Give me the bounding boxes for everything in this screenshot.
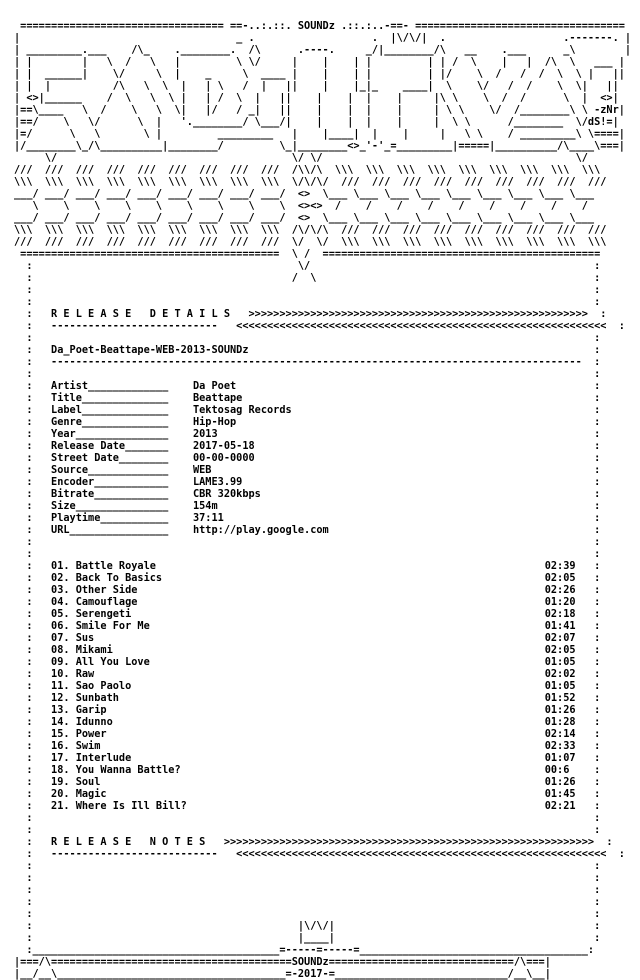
nfo-document	[14, 20, 637, 980]
nfo-line: : 01. Battle Royale 02:39 :	[14, 560, 613, 572]
nfo-line: : Artist_____________ Da Poet :	[14, 380, 613, 392]
nfo-line: : Da_Poet-Beattape-WEB-2013-SOUNDz :	[14, 344, 613, 356]
nfo-line: ================================= ==-..:.::. SOUNDz .::.:..-==- ==================================	[14, 20, 625, 32]
nfo-line: ___/ ___/ ___/ ___/ ___/ ___/ ___/ ___/ ___/ <> \___ \___ \___ \___ \___ \___ \___ \___ \___	[14, 212, 595, 224]
nfo-line: : 16. Swim 02:33 :	[14, 740, 613, 752]
nfo-line: : :	[14, 908, 613, 920]
nfo-line: : 21. Where Is Ill Bill? 02:21 :	[14, 800, 613, 812]
nfo-line: : 10. Raw 02:02 :	[14, 668, 613, 680]
nfo-line: | | ______| \/ \ | _ \ ____ | | | | | |/ \ / / / \ \ | ||	[14, 68, 625, 80]
nfo-line: |__/__\_____________________________________=-2017-=____________________________/__\__|	[14, 968, 551, 980]
nfo-line: : --------------------------- <<<<<<<<<<<<<<<<<<<<<<<<<<<<<<<<<<<<<<<<<<<<<<<<<<<<<<<<<<<< :	[14, 320, 638, 332]
nfo-line: : 03. Other Side 02:26 :	[14, 584, 613, 596]
nfo-line: : 18. You Wanna Battle? 00:6 :	[14, 764, 613, 776]
nfo-line: : :	[14, 812, 613, 824]
nfo-line: : 14. Idunno 01:28 :	[14, 716, 613, 728]
nfo-line: : 06. Smile For Me 01:41 :	[14, 620, 613, 632]
nfo-line: \\\ \\\ \\\ \\\ \\\ \\\ \\\ \\\ \\\ \/\/\/ /// /// /// /// /// /// /// /// ///	[14, 176, 607, 188]
nfo-line: : 05. Serengeti 02:18 :	[14, 608, 613, 620]
nfo-line: : Source_____________ WEB :	[14, 464, 613, 476]
nfo-line: : 09. All You Love 01:05 :	[14, 656, 613, 668]
nfo-line: : Encoder____________ LAME3.99 :	[14, 476, 613, 488]
nfo-line: : :	[14, 860, 613, 872]
nfo-line: : :	[14, 368, 613, 380]
nfo-line: : :	[14, 824, 613, 836]
nfo-line: |=/ \ \ \ | _________ | |____| | | | \ \ / _________\ \====|	[14, 128, 625, 140]
nfo-line: : Release Date_______ 2017-05-18 :	[14, 440, 613, 452]
nfo-line: | <>|______ / \ \ \ | | / \ | || | | | | |\ \ \ / / \ | <>|	[14, 92, 619, 104]
nfo-line: : 19. Soul 01:26 :	[14, 776, 613, 788]
nfo-line: /// /// /// /// /// /// /// /// /// \/ \/ \\\ \\\ \\\ \\\ \\\ \\\ \\\ \\\ \\\	[14, 236, 607, 248]
nfo-line: : 13. Garip 01:26 :	[14, 704, 613, 716]
nfo-line: : -------------------------------------------------------------------------------------- :	[14, 356, 613, 368]
nfo-line: : :	[14, 884, 613, 896]
nfo-line: : |____| :	[14, 932, 613, 944]
nfo-line: : Label______________ Tektosag Records :	[14, 404, 613, 416]
nfo-line: \\\ \\\ \\\ \\\ \\\ \\\ \\\ \\\ \\\ /\/\/\ /// /// /// /// /// /// /// /// ///	[14, 224, 607, 236]
nfo-line: : Playtime___________ 37:11 :	[14, 512, 613, 524]
nfo-line: : --------------------------- <<<<<<<<<<<<<<<<<<<<<<<<<<<<<<<<<<<<<<<<<<<<<<<<<<<<<<<<<<<< :	[14, 848, 638, 860]
nfo-line: : :	[14, 296, 613, 308]
nfo-line: : |\/\/| :	[14, 920, 613, 932]
nfo-line: /// /// /// /// /// /// /// /// /// /\\/\ \\\ \\\ \\\ \\\ \\\ \\\ \\\ \\\ \\\	[14, 164, 601, 176]
nfo-line: : 11. Sao Paolo 01:05 :	[14, 680, 613, 692]
nfo-line: : / \ :	[14, 272, 613, 284]
nfo-line: : 04. Camouflage 01:20 :	[14, 596, 613, 608]
nfo-line: |/________\_/\__________|________/ \_|________<>_'-'_=_________|=====|__________/\____\===|	[14, 140, 625, 152]
nfo-line: | | | /\ \ \ | | \ / | || | |_|_ ____| \ \/ / / \ \| ||	[14, 80, 619, 92]
nfo-line: | _ . . |\/\/| . .-------. |	[14, 32, 632, 44]
nfo-line: : :	[14, 284, 613, 296]
nfo-line: : :	[14, 332, 613, 344]
nfo-line: : Bitrate____________ CBR 320kbps :	[14, 488, 613, 500]
nfo-line: : :	[14, 536, 613, 548]
nfo-line: : :	[14, 872, 613, 884]
nfo-line: : 02. Back To Basics 02:05 :	[14, 572, 613, 584]
nfo-line: : Title______________ Beattape :	[14, 392, 613, 404]
nfo-line: | _________.___ /\_ .________. /\ .----. _/|________/\ __ .___ _\ |	[14, 44, 632, 56]
nfo-line: : :	[14, 548, 613, 560]
nfo-line: |==\____ \ / \ \ \| |/ / _| || | | | | | \ \ \/ /________\ \ -zNr|	[14, 104, 625, 116]
nfo-line: : Size_______________ 154m :	[14, 500, 613, 512]
nfo-line: : 17. Interlude 01:07 :	[14, 752, 613, 764]
nfo-line: |==/ \ \/ \ | '.________/ \___/| | | | | | \ \ /________ \/dS!=|	[14, 116, 619, 128]
nfo-line: : 12. Sunbath 01:52 :	[14, 692, 613, 704]
nfo-line: : \/ :	[14, 260, 613, 272]
nfo-line: : 08. Mikami 02:05 :	[14, 644, 613, 656]
nfo-line: : R E L E A S E N O T E S >>>>>>>>>>>>>>>>>>>>>>>>>>>>>>>>>>>>>>>>>>>>>>>>>>>>>>>>>>>> :	[14, 836, 625, 848]
nfo-line: \ \ \ \ \ \ \ \ \ <><> / / / / / / / / /	[14, 200, 607, 212]
nfo-line: : Street Date________ 00-00-0000 :	[14, 452, 613, 464]
nfo-line: : 15. Power 02:14 :	[14, 728, 613, 740]
nfo-line: |===/\=======================================SOUNDz==============================/\===|	[14, 956, 551, 968]
nfo-line: : :	[14, 896, 613, 908]
nfo-line: | | | \ / \ | \ \/ | | | | | | / \ | | /\ \ ___ |	[14, 56, 625, 68]
nfo-line: : R E L E A S E D E T A I L S >>>>>>>>>>>>>>>>>>>>>>>>>>>>>>>>>>>>>>>>>>>>>>>>>>>>>>> :	[14, 308, 619, 320]
nfo-line: : 20. Magic 01:45 :	[14, 788, 613, 800]
nfo-line: : URL________________ http://play.google.com :	[14, 524, 613, 536]
nfo-line: \/ \/ \/ \/	[14, 152, 638, 164]
nfo-line: ___/ ___/ ___/ ___/ ___/ ___/ ___/ ___/ ___/ <> \___ \___ \___ \___ \___ \___ \___ \___ \___	[14, 188, 595, 200]
nfo-line: : Genre______________ Hip-Hop :	[14, 416, 613, 428]
nfo-line: ========================================== \ / =============================================	[14, 248, 607, 260]
nfo-line: : Year_______________ 2013 :	[14, 428, 613, 440]
nfo-line: :________________________________________=-----=-----=_____________________________________:	[14, 944, 607, 956]
nfo-line: : 07. Sus 02:07 :	[14, 632, 613, 644]
